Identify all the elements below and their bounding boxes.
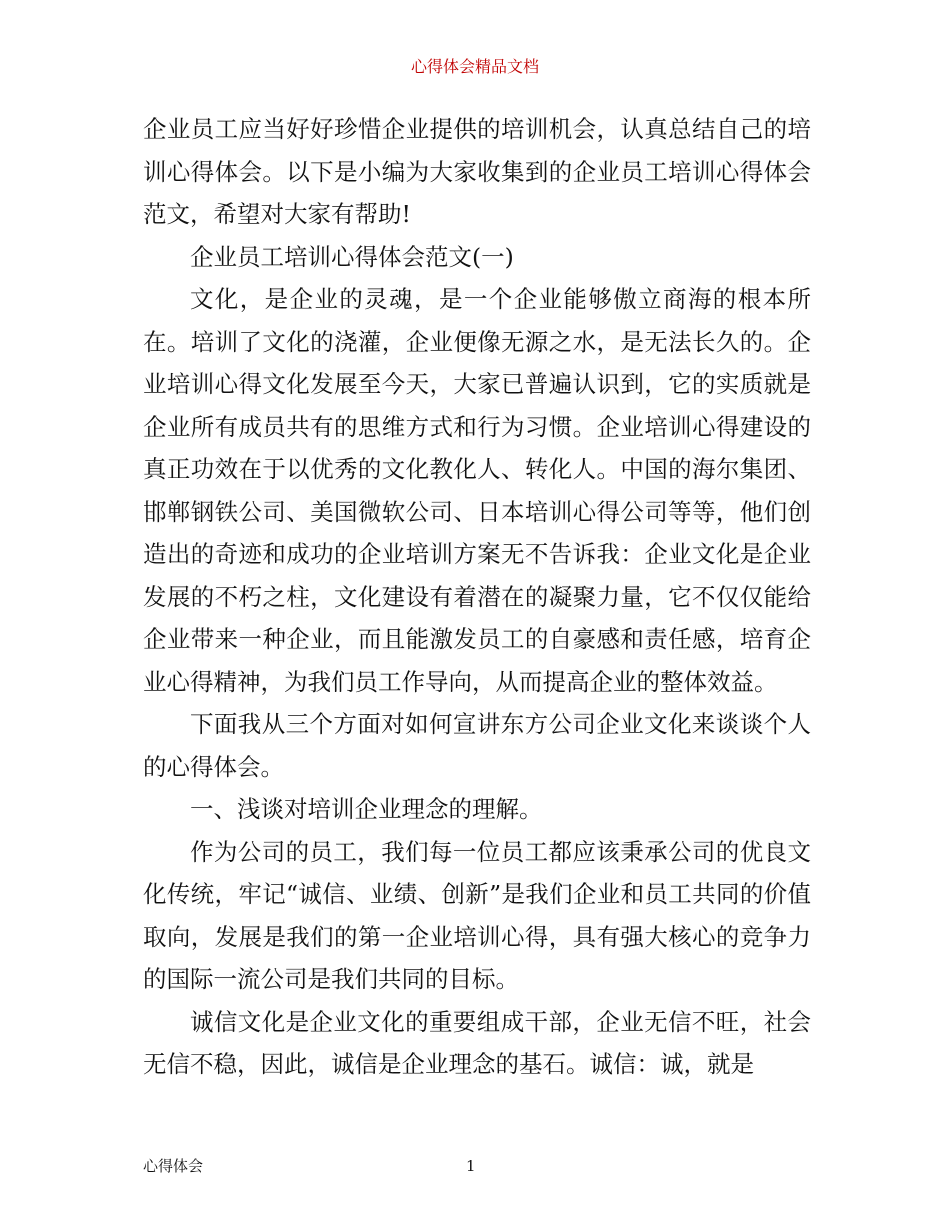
page-header-title: 心得体会精品文档 bbox=[410, 57, 539, 76]
subheading-one: 一、浅谈对培训企业理念的理解。 bbox=[190, 795, 543, 823]
paragraph-values: 作为公司的员工，我们每一位员工都应该秉承公司的优良文化传统，牢记“诚信、业绩、创新”是我们企业和员工共同的价值取向，发展是我们的第一企业培训心得，具有强大核心的竞争力的国际一流公司是我们共同的目标。 bbox=[143, 837, 811, 993]
paragraph-integrity: 诚信文化是企业文化的重要组成干部，企业无信不旺，社会无信不稳，因此，诚信是企业理念的基石。诚信：诚，就是 bbox=[143, 1007, 811, 1078]
paragraph-intro: 企业员工应当好好珍惜企业提供的培训机会，认真总结自己的培训心得体会。以下是小编为大家收集到的企业员工培训心得体会范文，希望对大家有帮助! bbox=[143, 115, 811, 228]
paragraph-overview: 下面我从三个方面对如何宣讲东方公司企业文化来谈谈个人的心得体会。 bbox=[143, 710, 811, 781]
section-title: 企业员工培训心得体会范文(一) bbox=[190, 242, 514, 271]
paragraph-culture: 文化，是企业的灵魂，是一个企业能够傲立商海的根本所在。培训了文化的浇灌，企业便像无源之水，是无法长久的。企业培训心得文化发展至今天，大家已普遍认识到，它的实质就是企业所有成员共有的思维方式和行为习惯。企业培训心得建设的真正功效在于以优秀的文化教化人、转化人。中国的海尔集团、邯郸钢铁公司、美国微软公司、日本培训心得公司等等，他们创造出的奇迹和成功的企业培训方案无不告诉我：企业文化是企业发展的不朽之柱，文化建设有着潜在的凝聚力量，它不仅仅能给企业带来一种企业，而且能激发员工的自豪感和责任感，培育企业心得精神，为我们员工作导向，从而提高企业的整体效益。 bbox=[143, 285, 811, 696]
footer-label: 心得体会 bbox=[143, 1157, 204, 1175]
page-number: 1 bbox=[466, 1157, 476, 1175]
document-body bbox=[143, 108, 811, 1086]
